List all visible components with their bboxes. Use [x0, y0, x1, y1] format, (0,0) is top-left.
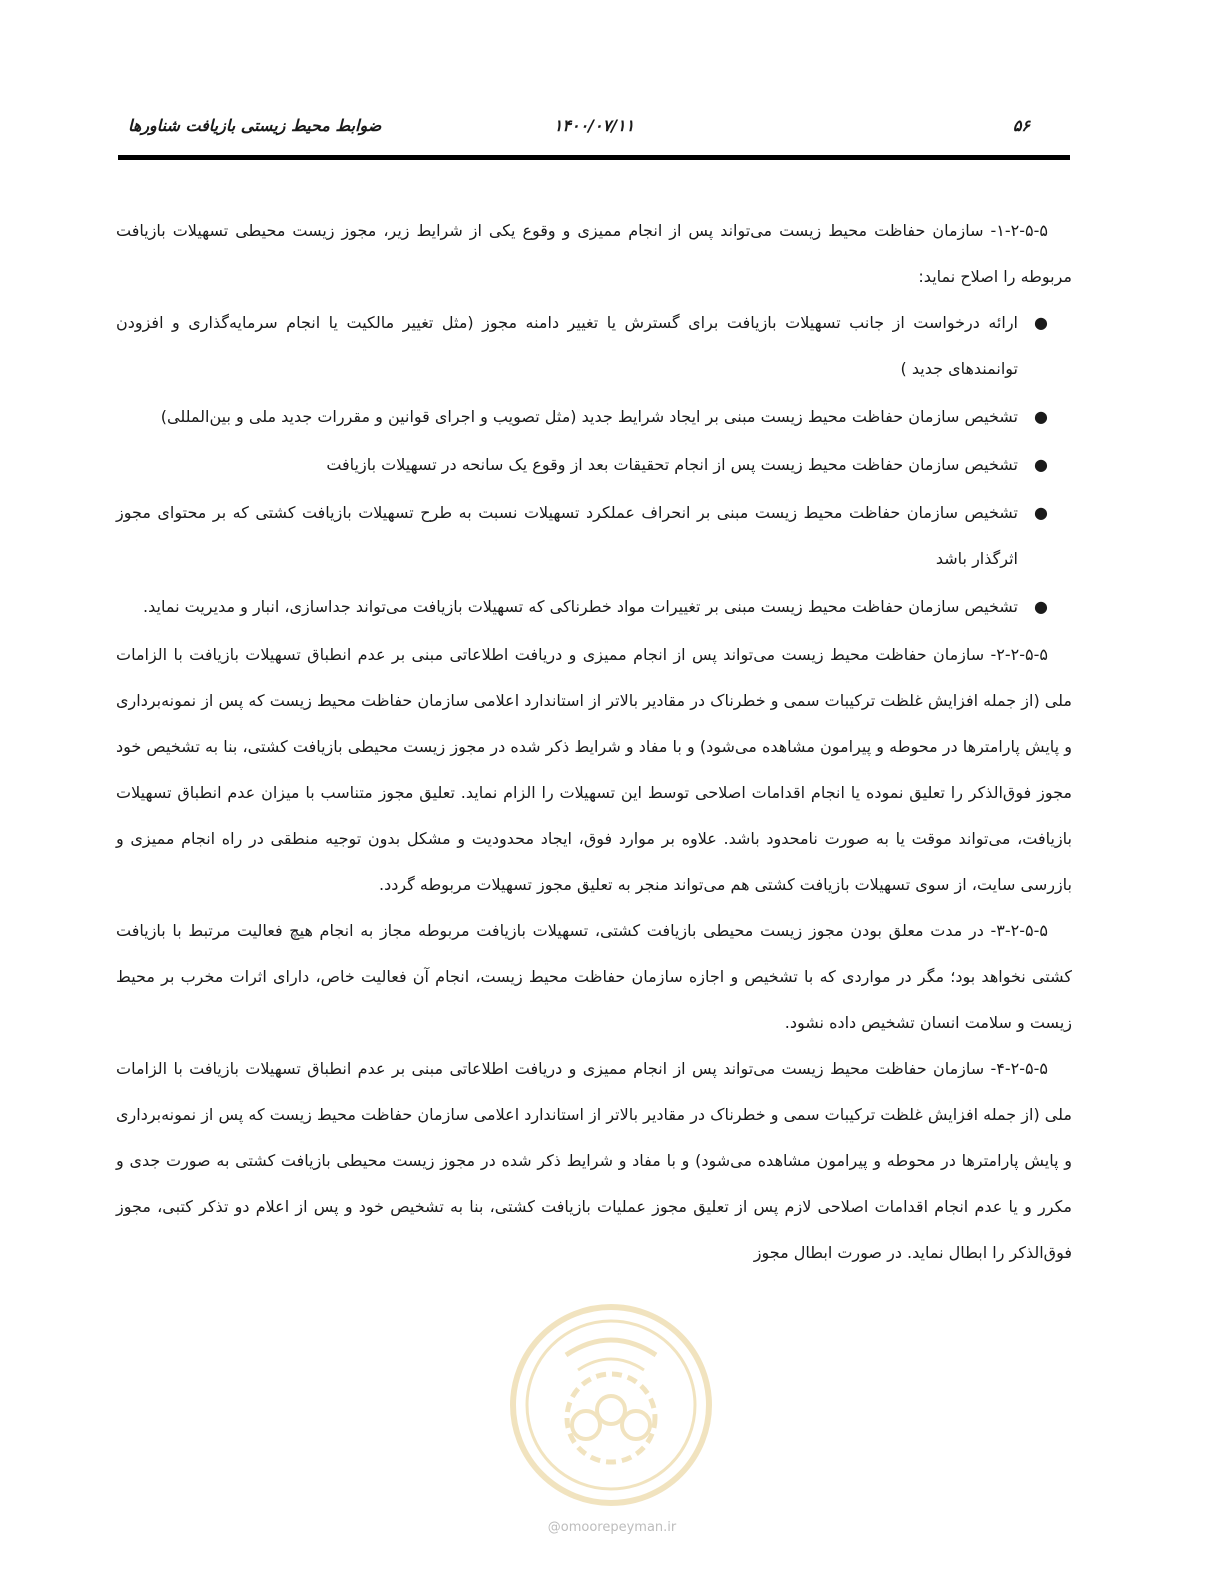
bullet-icon: ●: [1034, 503, 1048, 522]
bullet-text: تشخیص سازمان حفاظت محیط زیست مبنی بر انحراف عملکرد تسهیلات نسبت به طرح تسهیلات بازیافت کشتی که بر محتوای مجوز اثرگذار باشد: [116, 503, 1018, 568]
list-item: [116, 442, 1048, 488]
header-date: ۱۴۰۰/۰۷/۱۱: [553, 116, 635, 135]
bullet-text: تشخیص سازمان حفاظت محیط زیست مبنی بر ایجاد شرایط جدید (مثل تصویب و اجرای قوانین و مقررات جدید ملی و بین‌المللی): [160, 407, 1018, 426]
bullet-text: تشخیص سازمان حفاظت محیط زیست پس از انجام تحقیقات بعد از وقوع یک سانحه در تسهیلات بازیافت: [326, 455, 1018, 474]
bullet-text: تشخیص سازمان حفاظت محیط زیست مبنی بر تغییرات مواد خطرناکی که تسهیلات بازیافت می‌تواند جداسازی، انبار و مدیریت نماید.: [143, 597, 1018, 616]
section-4-paragraph: ۴-۲-۵-۵- سازمان حفاظت محیط زیست می‌تواند پس از انجام ممیزی و دریافت اطلاعاتی مبنی بر عدم انطباق تسهیلات بازیافت با الزامات ملی (از جمله افزایش غلظت ترکیبات سمی و خطرناک در مقادیر بالاتر از استاندارد اعلامی سازمان حفاظت محیط زیست که پس از نمونه‌برداری و پایش پارامترها در محوطه و پیرامون مشاهده می‌شود) و با مفاد و شرایط ذکر شده در مجوز زیست محیطی بازیافت کشتی به صورت جدی و مکرر و یا عدم انجام اقدامات اصلاحی لازم پس از تعلیق مجوز عملیات بازیافت کشتی، بنا به تشخیص خود و پس از اعلام دو تذکر کتبی، مجوز فوق‌الذکر را ابطال نماید. در صورت ابطال مجوز: [116, 1059, 1072, 1262]
list-item: [116, 490, 1048, 582]
watermark-url: @omoorepeyman.ir: [547, 1520, 677, 1535]
bullet-text: ارائه درخواست از جانب تسهیلات بازیافت برای گسترش یا تغییر دامنه مجوز (مثل تغییر مالکیت یا انجام سرمایه‌گذاری و افزودن توانمندهای جدید ): [116, 313, 1018, 378]
list-item: [116, 584, 1048, 630]
header-divider: [118, 155, 1070, 160]
bullet-icon: ●: [1034, 597, 1048, 616]
header-page-number: ۵۶: [1012, 116, 1030, 135]
header-title: ضوابط محیط زیستی بازیافت شناورها: [128, 116, 382, 135]
bullet-icon: ●: [1034, 313, 1048, 332]
section-2-paragraph: ۲-۲-۵-۵- سازمان حفاظت محیط زیست می‌تواند پس از انجام ممیزی و دریافت اطلاعاتی مبنی بر عدم انطباق تسهیلات بازیافت با الزامات ملی (از جمله افزایش غلظت ترکیبات سمی و خطرناک در مقادیر بالاتر از استاندارد اعلامی سازمان حفاظت محیط زیست که پس از نمونه‌برداری و پایش پارامترها در محوطه و پیرامون مشاهده می‌شود) و با مفاد و شرایط ذکر شده در مجوز زیست محیطی بازیافت کشتی، بنا به تشخیص خود مجوز فوق‌الذکر را تعلیق نموده یا انجام اقدامات اصلاحی توسط این تسهیلات را الزام نماید. تعلیق مجوز متناسب با میزان عدم انطباق تسهیلات بازیافت، می‌تواند موقت یا به صورت نامحدود باشد. علاوه بر موارد فوق، ایجاد محدودیت و مشکل بدون توجیه منطقی در راه انجام ممیزی و بازرسی سایت، از سوی تسهیلات بازیافت کشتی هم می‌تواند منجر به تعلیق مجوز تسهیلات مربوطه گردد.: [116, 645, 1072, 894]
watermark-seal-icon: [506, 1300, 716, 1510]
section-3-paragraph: ۳-۲-۵-۵- در مدت معلق بودن مجوز زیست محیطی بازیافت کشتی، تسهیلات بازیافت مربوطه مجاز به انجام هیچ فعالیت مرتبط با بازیافت کشتی نخواهد بود؛ مگر در مواردی که با تشخیص و اجازه سازمان حفاظت محیط زیست، انجام آن فعالیت خاص، دارای اثرات مخرب بر محیط زیست و سلامت انسان تشخیص داده نشود.: [116, 921, 1072, 1032]
list-item: [116, 300, 1048, 392]
page-header: [118, 112, 1070, 146]
bullet-icon: ●: [1034, 455, 1048, 474]
list-item: [116, 394, 1048, 440]
bullet-icon: ●: [1034, 407, 1048, 426]
document-body: [116, 208, 1072, 1276]
section-1-bullet-list: [116, 300, 1072, 630]
section-1-intro: ۱-۲-۵-۵- سازمان حفاظت محیط زیست می‌تواند پس از انجام ممیزی و وقوع یکی از شرایط زیر، مجوز زیست محیطی تسهیلات بازیافت مربوطه را اصلاح نماید:: [116, 221, 1072, 286]
